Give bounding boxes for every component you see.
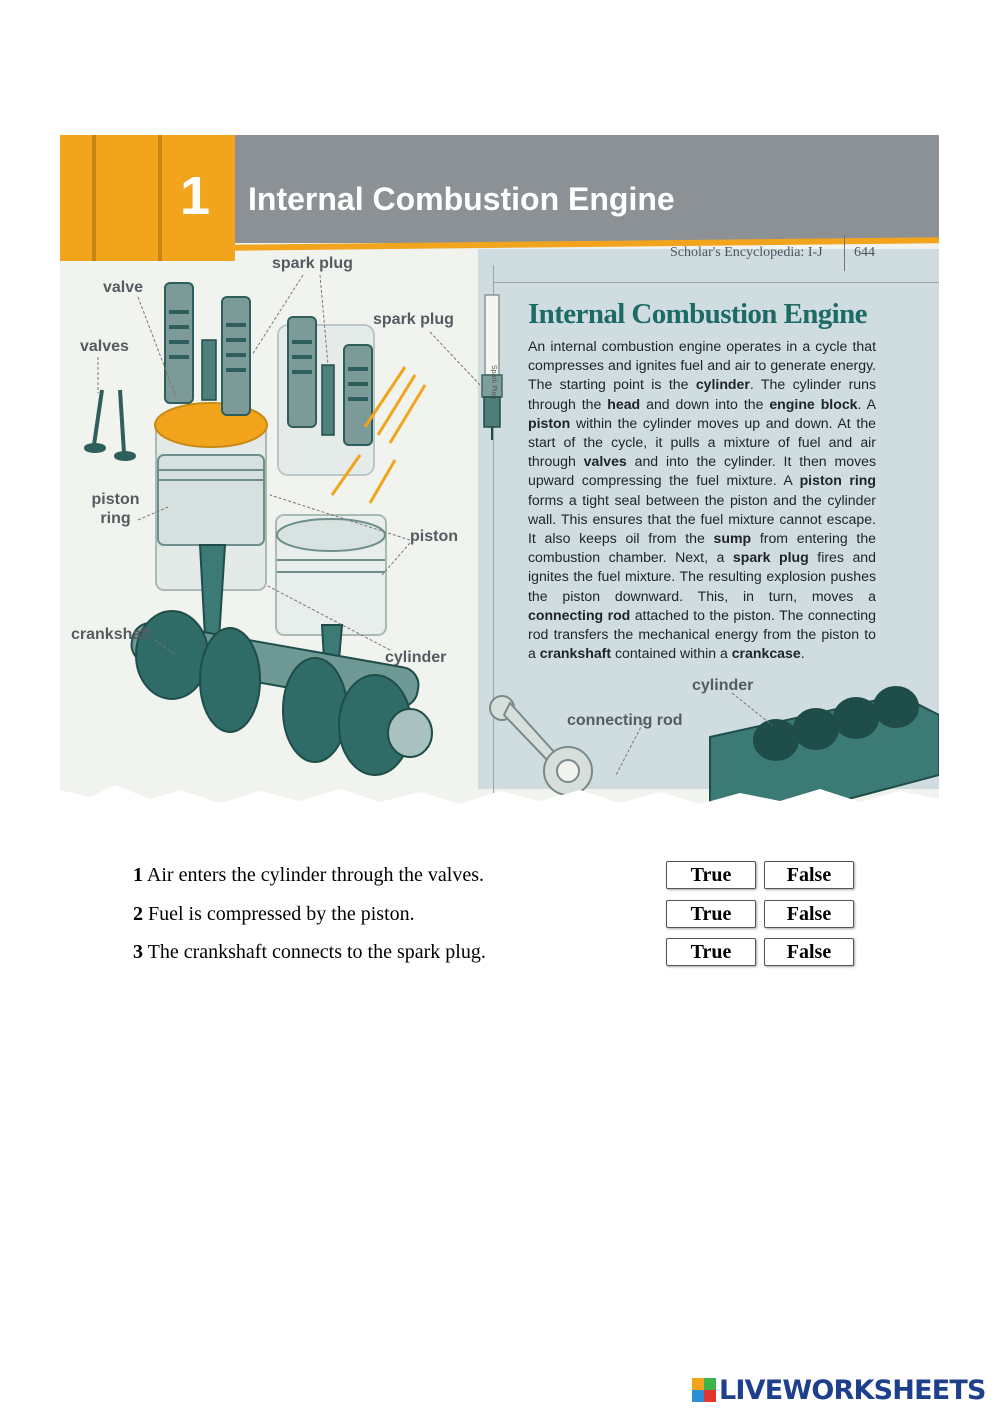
article-text: attached to the piston. The connecting rod transfers the mechanical energy from the piston to a <box>528 606 876 662</box>
question-number: 3 <box>133 941 143 963</box>
article-text: An internal combustion engine operates in a cycle that compresses and ignites fuel and air to generate energy. The starting point is the <box>528 338 876 393</box>
article-text: . A <box>857 395 876 412</box>
label-valve: valve <box>103 279 144 296</box>
article-title: Internal Combustion Engine <box>528 298 867 330</box>
label-valves: valves <box>80 338 129 355</box>
article-text: from entering the combustion chamber. Next, a <box>528 530 876 566</box>
question-2 <box>133 903 415 926</box>
source-page-number: 644 <box>854 245 875 260</box>
article-text: forms a tight seal between the piston and the cylinder wall. This ensures that the fuel mixture cannot escape. It also keeps oil from the <box>528 491 876 547</box>
q3-false-button[interactable]: False <box>764 938 854 966</box>
article-key-term: head <box>607 395 641 412</box>
question-1 <box>133 864 484 887</box>
piston-right <box>277 519 385 551</box>
article-text: . The cylinder runs through the <box>528 376 876 412</box>
article-key-term: spark plug <box>732 549 809 566</box>
label-crankshaft: crankshaft <box>71 626 152 643</box>
article-key-term: engine block <box>769 395 858 412</box>
article-text: contained within a <box>611 645 732 662</box>
article-key-term: piston ring <box>799 472 876 489</box>
article-text: and into the cylinder. It then moves upward compressing the fuel mixture. A <box>528 453 877 489</box>
label-spark-plug-right: spark plug <box>373 311 454 328</box>
question-number: 1 <box>133 864 143 886</box>
liveworksheets-logo-icon <box>692 1378 716 1402</box>
connecting-rod-drawing <box>490 696 592 795</box>
label-cylinder-right: cylinder <box>692 677 754 694</box>
crankshaft-drawing <box>129 611 432 775</box>
label-cylinder-left: cylinder <box>385 649 447 666</box>
article-key-term: cylinder <box>695 376 750 393</box>
spark-plug-brand: Spark Plug <box>490 365 497 400</box>
q1-false-button[interactable]: False <box>764 861 854 889</box>
label-spark-plug-top: spark plug <box>272 255 353 272</box>
q2-true-button[interactable]: True <box>666 900 756 928</box>
q2-false-button[interactable]: False <box>764 900 854 928</box>
article-key-term: valves <box>583 453 627 470</box>
article-key-term: connecting rod <box>528 606 631 623</box>
article-key-term: crankcase <box>731 645 801 662</box>
loose-valves <box>86 390 134 459</box>
engine-illustration <box>60 135 939 835</box>
logo-text: LIVEWORKSHEETS <box>719 1374 986 1406</box>
question-number: 2 <box>133 903 143 925</box>
question-text: The crankshaft connects to the spark plug. <box>147 941 486 963</box>
q3-true-button[interactable]: True <box>666 938 756 966</box>
article-key-term: piston <box>528 414 571 431</box>
label-piston: piston <box>410 528 458 545</box>
textbook-page-image <box>60 135 939 835</box>
source-book: Scholar's Encyclopedia: I-J <box>670 245 823 260</box>
piston-left <box>158 455 264 545</box>
question-text: Air enters the cylinder through the valves. <box>146 864 485 886</box>
article-text: within the cylinder moves up and down. At the start of the cycle, it pulls a mixture of fuel and air through <box>528 414 876 470</box>
label-connecting-rod: connecting rod <box>567 712 683 729</box>
article-text: . <box>800 645 805 662</box>
article-text: and down into the <box>640 395 770 412</box>
liveworksheets-logo[interactable] <box>692 1374 986 1406</box>
unit-number: 1 <box>180 166 211 226</box>
label-piston-ring: piston ring <box>91 491 140 527</box>
article-text: fires and ignites the fuel mixture. The resulting explosion pushes the piston downward. This, in turn, moves a <box>528 549 876 604</box>
unit-title: Internal Combustion Engine <box>248 181 675 217</box>
q1-true-button[interactable]: True <box>666 861 756 889</box>
question-text: Fuel is compressed by the piston. <box>148 903 415 925</box>
article-key-term: sump <box>713 530 752 547</box>
question-3 <box>133 941 486 964</box>
article-key-term: crankshaft <box>539 645 612 662</box>
